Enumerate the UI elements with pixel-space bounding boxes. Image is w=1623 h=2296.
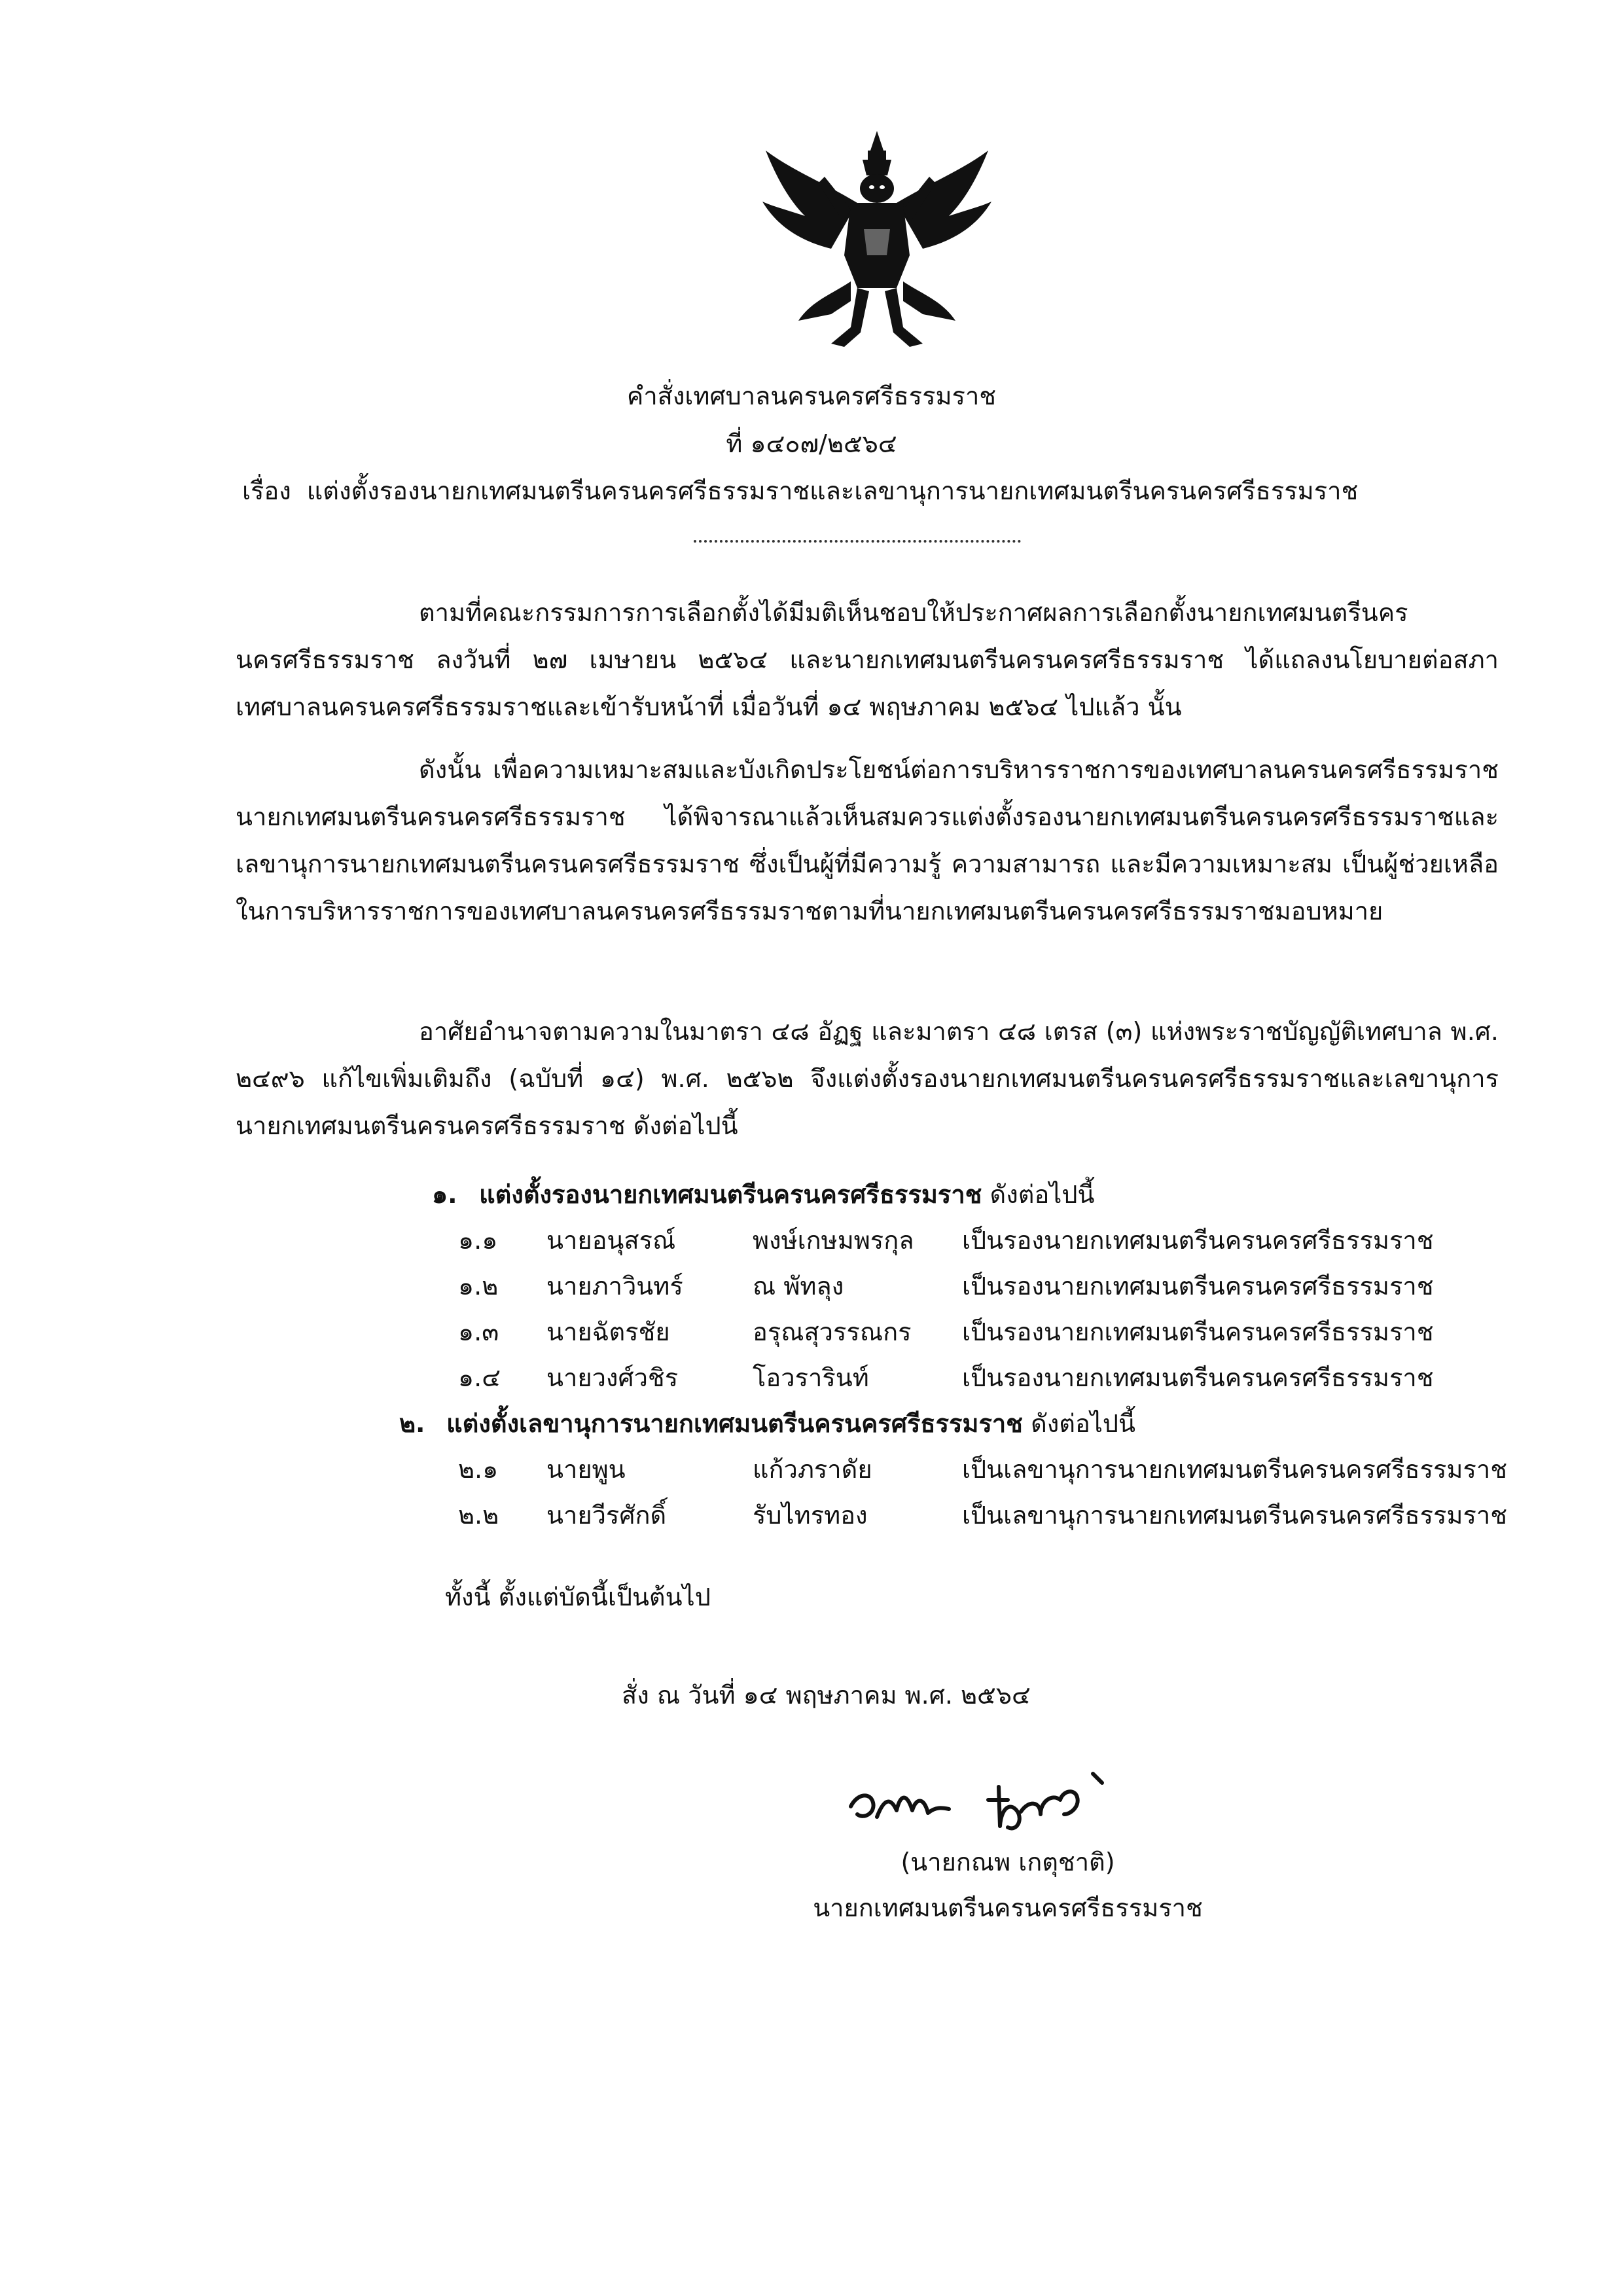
first-name: นายฉัตรชัย [546, 1318, 670, 1346]
appointed-position: เป็นเลขานุการนายกเทศมนตรีนครนครศรีธรรมราช [962, 1455, 1508, 1484]
subject-line [242, 471, 1358, 511]
section-number: ๑. [432, 1180, 457, 1209]
closing-statement: ทั้งนี้ ตั้งแต่บัดนี้เป็นต้นไป [445, 1583, 711, 1611]
last-name: อรุณสุวรรณกร [753, 1318, 912, 1346]
order-number: ที่ ๑๔๐๗/๒๕๖๔ [726, 429, 897, 458]
paragraph-text: ดังนั้น เพื่อความเหมาะสมและบังเกิดประโยชน์ต่อการบริหารราชการของเทศบาลนครนครศรีธรรมราช นายกเทศมนตรีนครนครศรีธรรมราช ได้พิจารณาแล้วเห็นสมควรแต่งตั้งรองนายกเทศมนตรีนครนครศรีธรรมราชและเลขานุการนายกเทศมนตรีนครนครศรีธรรมราช ซึ่งเป็นผู้ที่มีความรู้ ความสามารถ และมีความเหมาะสม เป็นผู้ช่วยเหลือในการบริหารราชการของเทศบาลนครนครศรีธรรมราชตามที่นายกเทศมนตรีนครนครศรีธรรมราชมอบหมาย [236, 755, 1499, 925]
section-suffix: ดังต่อไปนี้ [1031, 1409, 1136, 1438]
signer-name: (นายกณพ เกตุชาติ) [901, 1848, 1115, 1876]
section-title: แต่งตั้งรองนายกเทศมนตรีนครนครศรีธรรมราช [479, 1180, 982, 1209]
section-suffix: ดังต่อไปนี้ [990, 1180, 1095, 1209]
section-title: แต่งตั้งเลขานุการนายกเทศมนตรีนครนครศรีธรรมราช [446, 1409, 1023, 1438]
section-heading-2 [399, 1404, 1623, 1443]
item-number: ๑.๔ [458, 1363, 501, 1392]
paragraph-2 [236, 746, 1499, 935]
paragraph-text: อาศัยอำนาจตามความในมาตรา ๔๘ อัฏฐ และมาตรา ๔๘ เตรส (๓) แห่งพระราชบัญญัติเทศบาล พ.ศ. ๒๔๙๖ แก้ไขเพิ่มเติมถึง (ฉบับที่ ๑๔) พ.ศ. ๒๕๖๒ จึงแต่งตั้งรองนายกเทศมนตรีนครนครศรีธรรมราชและเลขานุการนายกเทศมนตรีนครนครศรีธรรมราช ดังต่อไปนี้ [236, 1017, 1499, 1140]
item-number: ๒.๑ [458, 1455, 499, 1484]
subject-label: เรื่อง [242, 476, 291, 505]
last-name: แก้วภราดัย [753, 1455, 872, 1484]
first-name: นายวงศ์วชิร [546, 1363, 679, 1392]
signer-position: นายกเทศมนตรีนครนครศรีธรรมราช [813, 1893, 1203, 1922]
appointed-position: เป็นรองนายกเทศมนตรีนครนครศรีธรรมราช [962, 1272, 1434, 1300]
last-name: รับไทรทอง [753, 1501, 868, 1530]
first-name: นายภาวินทร์ [546, 1272, 683, 1300]
appointed-position: เป็นรองนายกเทศมนตรีนครนครศรีธรรมราช [962, 1318, 1434, 1346]
item-number: ๑.๑ [458, 1226, 498, 1255]
appointed-position: เป็นรองนายกเทศมนตรีนครนครศรีธรรมราช [962, 1363, 1434, 1392]
garuda-emblem-icon [753, 124, 1001, 360]
divider-dotted [694, 540, 1021, 543]
last-name: พงษ์เกษมพรกุล [753, 1226, 914, 1255]
first-name: นายวีรศักดิ์ [546, 1501, 667, 1530]
signing-date: สั่ง ณ วันที่ ๑๔ พฤษภาคม พ.ศ. ๒๕๖๔ [622, 1681, 1031, 1710]
appointed-position: เป็นรองนายกเทศมนตรีนครนครศรีธรรมราช [962, 1226, 1434, 1255]
item-number: ๒.๒ [458, 1501, 499, 1530]
first-name: นายอนุสรณ์ [546, 1226, 676, 1255]
order-title: คำสั่งเทศบาลนครนครศรีธรรมราช [626, 382, 997, 410]
paragraph-3 [236, 1008, 1499, 1149]
first-name: นายพูน [546, 1455, 626, 1484]
section-heading-1 [432, 1175, 1623, 1214]
appointed-position: เป็นเลขานุการนายกเทศมนตรีนครนครศรีธรรมราช [962, 1501, 1508, 1530]
item-number: ๑.๓ [458, 1318, 499, 1346]
last-name: ณ พัทลุง [753, 1272, 844, 1300]
item-number: ๑.๒ [458, 1272, 499, 1300]
subject-text: แต่งตั้งรองนายกเทศมนตรีนครนครศรีธรรมราชและเลขานุการนายกเทศมนตรีนครนครศรีธรรมราช [306, 476, 1359, 505]
paragraph-text: ตามที่คณะกรรมการการเลือกตั้งได้มีมติเห็นชอบให้ประกาศผลการเลือกตั้งนายกเทศมนตรีนครนครศรีธรรมราช ลงวันที่ ๒๗ เมษายน ๒๕๖๔ และนายกเทศมนตรีนครนครศรีธรรมราช ได้แถลงนโยบายต่อสภาเทศบาลนครนครศรีธรรมราชและเข้ารับหน้าที่ เมื่อวันที่ ๑๔ พฤษภาคม ๒๕๖๔ ไปแล้ว นั้น [236, 598, 1499, 721]
handwritten-signature-icon [844, 1754, 1152, 1839]
last-name: โอวรารินท์ [753, 1363, 869, 1392]
section-number: ๒. [399, 1409, 425, 1438]
paragraph-1 [236, 589, 1499, 730]
